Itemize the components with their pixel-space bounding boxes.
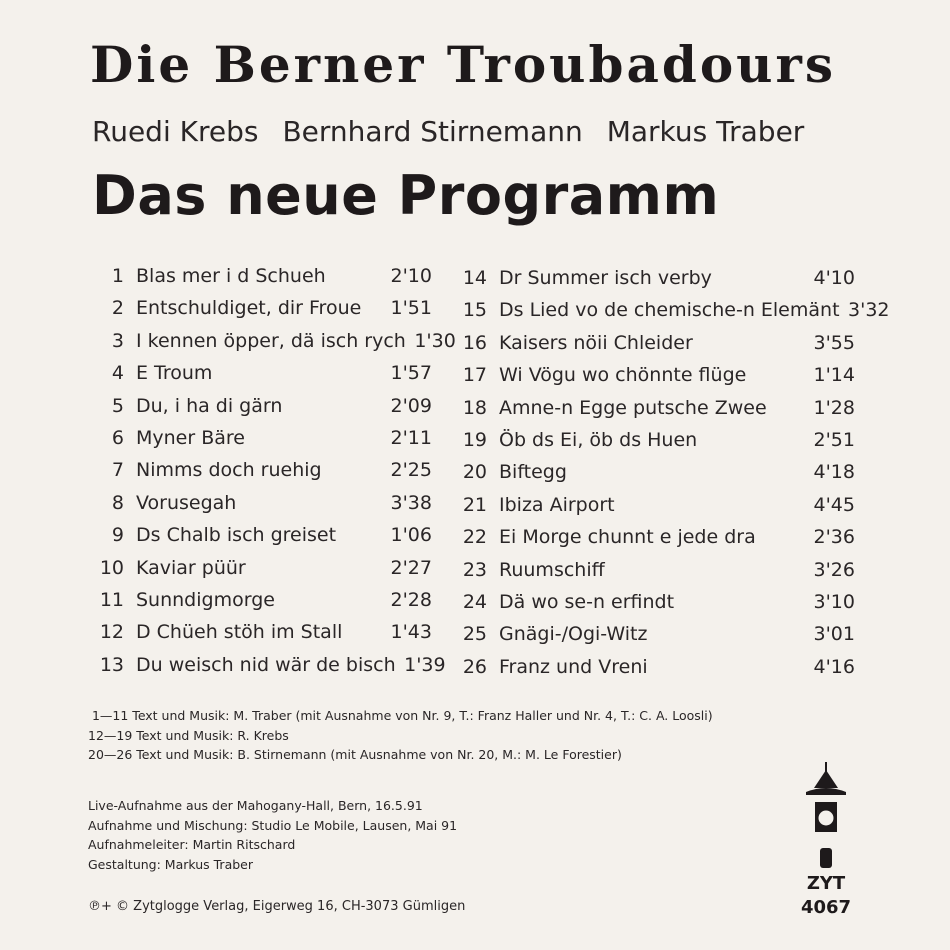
track-duration: 3'01 — [813, 623, 855, 646]
track-number: 23 — [462, 558, 487, 581]
track-duration: 3'32 — [848, 299, 890, 322]
track-title: Myner Bäre — [136, 426, 245, 449]
track-title: Dr Summer isch verby — [499, 267, 712, 289]
track-title: Ruumschiff — [499, 558, 605, 581]
track-number: 19 — [462, 428, 487, 451]
track-title: Ds Lied vo de chemische-n Elemänt — [499, 299, 840, 322]
track-number: 6 — [111, 426, 124, 449]
track-title: Öb ds Ei, öb ds Huen — [499, 428, 698, 451]
track-number: 11 — [99, 588, 124, 611]
credit-line: 1—11 Text und Musik: M. Traber (mit Ausnahme von Nr. 9, T.: Franz Haller und Nr. 4, T.: C. A. Loosli) — [88, 708, 713, 723]
track-title: Vorusegah — [136, 491, 237, 514]
track-row — [455, 262, 855, 294]
credit-line: 12—19 Text und Musik: R. Krebs — [88, 727, 289, 743]
track-row — [455, 489, 855, 521]
track-duration: 2'28 — [390, 588, 432, 611]
track-title: Du, i ha di gärn — [136, 394, 283, 417]
track-row — [92, 616, 432, 648]
track-row — [455, 618, 855, 650]
track-duration: 1'06 — [390, 524, 432, 547]
track-row — [455, 521, 855, 553]
track-row — [92, 552, 432, 584]
track-duration: 2'27 — [390, 556, 432, 579]
production-line: Aufnahme und Mischung: Studio Le Mobile, Lausen, Mai 91 — [88, 817, 458, 833]
track-row — [92, 584, 432, 616]
track-duration: 4'10 — [813, 267, 855, 289]
track-number: 10 — [99, 556, 124, 579]
member-name: Ruedi Krebs — [92, 115, 259, 148]
program-title: Das neue Programm — [92, 164, 720, 227]
track-duration: 1'39 — [404, 653, 446, 676]
track-number: 16 — [462, 331, 487, 354]
member-name: Bernhard Stirnemann — [282, 115, 583, 148]
track-duration: 2'10 — [390, 265, 432, 287]
track-number: 1 — [111, 265, 124, 287]
track-number: 4 — [111, 362, 124, 385]
track-row — [92, 422, 432, 454]
track-title: Franz und Vreni — [499, 655, 648, 678]
track-row — [92, 487, 432, 519]
track-row — [92, 390, 432, 422]
track-number: 25 — [462, 623, 487, 646]
track-row — [92, 260, 432, 292]
track-title: Sunndigmorge — [136, 588, 275, 611]
member-name: Markus Traber — [606, 115, 805, 148]
track-title: Wi Vögu wo chönnte flüge — [499, 364, 747, 387]
catalog-number: 4067 — [800, 897, 852, 918]
track-number: 2 — [111, 297, 124, 320]
track-number: 22 — [462, 526, 487, 549]
track-number: 20 — [462, 461, 487, 484]
track-number: 9 — [111, 524, 124, 547]
production-line: Gestaltung: Markus Traber — [88, 856, 253, 872]
track-number: 8 — [111, 491, 124, 514]
track-duration: 3'55 — [813, 331, 855, 354]
production-line: Aufnahmeleiter: Martin Ritschard — [88, 837, 296, 852]
track-duration: 3'38 — [390, 491, 432, 514]
track-title: Entschuldiget, dir Froue — [136, 297, 362, 320]
copyright-line: ℗+ © Zytglogge Verlag, Eigerweg 16, CH-3073 Gümligen — [88, 899, 466, 914]
track-title: Ibiza Airport — [499, 493, 615, 516]
label-name: ZYT — [806, 873, 846, 894]
track-title: Dä wo se-n erfindt — [499, 590, 675, 613]
production-line: Live-Aufnahme aus der Mahogany-Hall, Bern, 16.5.91 — [88, 798, 423, 813]
label-logo-text — [786, 872, 866, 920]
track-row — [455, 359, 855, 391]
track-number: 13 — [99, 653, 124, 676]
tracklist-left — [92, 260, 456, 681]
track-number: 15 — [462, 299, 487, 322]
track-duration: 2'51 — [813, 428, 855, 451]
track-duration: 1'57 — [390, 362, 432, 385]
track-title: D Chüeh stöh im Stall — [136, 621, 343, 644]
track-number: 24 — [462, 590, 487, 613]
members-line — [92, 112, 862, 152]
track-number: 26 — [462, 655, 487, 678]
band-name: Die Berner Troubadours — [90, 35, 837, 94]
tracklist-right — [455, 262, 890, 683]
track-number: 12 — [99, 621, 124, 644]
track-title: Nimms doch ruehig — [136, 459, 322, 482]
track-row — [92, 454, 432, 486]
track-duration: 4'45 — [813, 493, 855, 516]
track-title: Biftegg — [499, 461, 567, 484]
track-duration: 2'36 — [813, 526, 855, 549]
track-title: E Troum — [136, 362, 213, 385]
track-title: Amne-n Egge putsche Zwee — [499, 396, 767, 419]
track-title: Du weisch nid wär de bisch — [136, 653, 396, 676]
track-duration: 1'30 — [414, 329, 456, 352]
track-row — [455, 651, 855, 683]
track-number: 18 — [462, 396, 487, 419]
track-duration: 1'14 — [813, 364, 855, 387]
track-row — [455, 294, 890, 326]
track-title: Ds Chalb isch greiset — [136, 524, 337, 547]
track-row — [92, 519, 432, 551]
track-title: Blas mer i d Schueh — [136, 265, 326, 287]
track-row — [92, 292, 432, 324]
track-number: 14 — [462, 267, 487, 289]
track-duration: 3'10 — [813, 590, 855, 613]
track-number: 17 — [462, 364, 487, 387]
track-number: 3 — [111, 329, 124, 352]
credit-line: 20—26 Text und Musik: B. Stirnemann (mit Ausnahme von Nr. 20, M.: M. Le Forestier) — [88, 747, 622, 762]
track-duration: 1'43 — [390, 621, 432, 644]
track-row — [92, 357, 432, 389]
track-title: Ei Morge chunnt e jede dra — [499, 526, 756, 549]
track-number: 7 — [111, 459, 124, 482]
track-row — [455, 456, 855, 488]
track-row — [455, 327, 855, 359]
track-title: Kaisers nöii Chleider — [499, 331, 693, 354]
track-duration: 2'09 — [390, 394, 432, 417]
track-duration: 3'26 — [813, 558, 855, 581]
track-duration: 2'11 — [390, 426, 432, 449]
production-notes — [88, 796, 588, 874]
track-duration: 4'18 — [813, 461, 855, 484]
track-number: 21 — [462, 493, 487, 516]
track-number: 5 — [111, 394, 124, 417]
track-title: Gnägi-/Ogi-Witz — [499, 623, 648, 646]
songwriting-credits — [88, 706, 808, 765]
track-row — [455, 392, 855, 424]
track-title: Kaviar püür — [136, 556, 246, 579]
track-row — [92, 325, 456, 357]
track-row — [455, 586, 855, 618]
track-row — [455, 424, 855, 456]
track-duration: 2'25 — [390, 459, 432, 482]
track-duration: 4'16 — [813, 655, 855, 678]
track-row — [455, 554, 855, 586]
track-duration: 1'51 — [390, 297, 432, 320]
track-title: I kennen öpper, dä isch rych — [136, 329, 406, 352]
track-duration: 1'28 — [813, 396, 855, 419]
track-row — [92, 649, 446, 681]
